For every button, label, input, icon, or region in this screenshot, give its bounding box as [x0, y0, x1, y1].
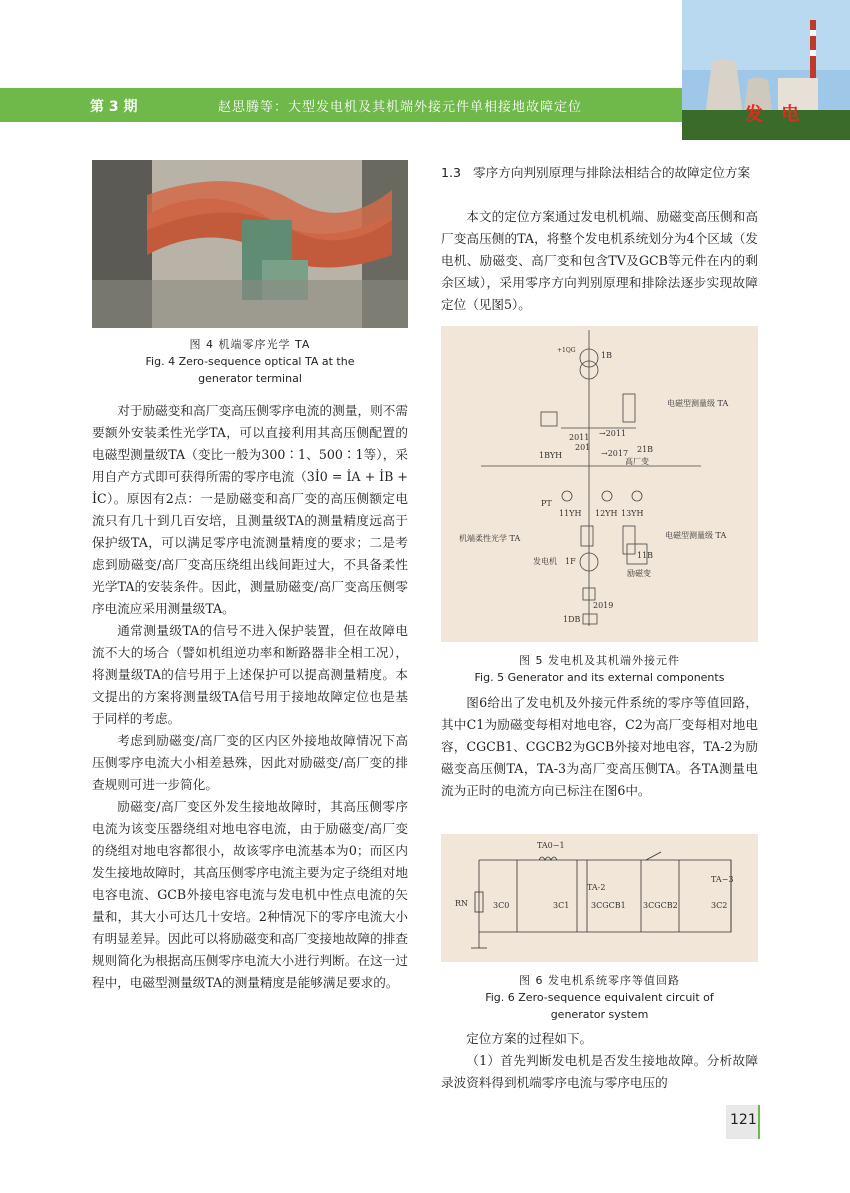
fig5-label-11yh: 11YH: [559, 509, 582, 518]
fig6-label-ta3: TA−3: [711, 875, 734, 884]
left-paragraph-4: 励磁变/高厂变区外发生接地故障时，其高压侧零序电流为该变压器绕组对地电容电流，由于励磁变/高厂变的绕组对地电容都很小，故该零序电流基本为0；而区内发生接地故障时，其高压侧零序电流主要为定子绕组对地电容电流、GCB外接电容电流与发电机中性点电流的矢量和，其大小可达几十安培。2种情况下的零序电流大小有明显差异。因此可以将励磁变和高厂变接地故障的排查规则简化为根据高压侧零序电流大小进行判断。在这一过程中，电磁型测量级TA的测量精度是能够满足要求的。: [92, 799, 408, 990]
issue-number: 第 3 期: [90, 99, 138, 115]
fig5-label-2011a: 2011: [569, 433, 590, 442]
fig6-label-ta2: TA-2: [587, 883, 606, 892]
left-column: [92, 400, 408, 994]
fig5-label-21b: 21B: [637, 445, 654, 454]
fig5-label-hf: 高厂变: [625, 457, 649, 466]
running-title: 赵思腾等：大型发电机及其机端外接元件单相接地故障定位: [218, 100, 583, 115]
right-paragraph-1-wrap: [441, 206, 758, 316]
page-number: 121: [730, 1112, 757, 1128]
fig6-diagram: [441, 834, 758, 962]
section-number: 1.3: [441, 165, 462, 180]
fig5-label-12yh: 12YH: [595, 509, 618, 518]
left-paragraph-1: 对于励磁变和高厂变高压侧零序电流的测量，则不需要额外安装柔性光学TA，可以直接利用其高压侧配置的电磁型测量级TA（变比一般为300∶1、500∶1等），采用自产方式即可获得所需的零序电流（3İ0 = İA + İB + İC）。原因有2点：一是励磁变和高厂变的高压侧额定电流只有几十到几百安培，且测量级TA的测量精度远高于保护级TA，可以满足零序电流测量精度的要求；二是考虑到励磁变/高厂变高压绕组出线间距过大，不具备柔性光学TA的安装条件。因此，测量励磁变/高厂变高压侧零序电流应采用测量级TA。: [92, 403, 408, 616]
fig4-caption-en: Fig. 4 Zero-sequence optical TA at the generator terminal: [145, 355, 355, 385]
fig5-label-1db: 1DB: [563, 615, 581, 624]
fig5-label-em-ta-mid: 电磁型测量级 TA: [665, 531, 727, 540]
fig6-label-cg1: 3CGCB1: [591, 901, 626, 910]
fig5-caption-zh: 图 5 发电机及其机端外接元件: [519, 654, 680, 667]
fig5-label-1f: 1F: [565, 557, 576, 566]
fig5-caption: [441, 652, 758, 686]
fig5-label-2019: 2019: [593, 601, 614, 610]
fig6-caption-en: Fig. 6 Zero-sequence equivalent circuit of generator system: [485, 991, 714, 1021]
right-paragraph-3: 定位方案的过程如下。: [466, 1031, 593, 1046]
fig5-label-em-ta-top: 电磁型测量级 TA: [667, 399, 729, 408]
right-paragraph-1: 本文的定位方案通过发电机机端、励磁变高压侧和高厂变高压侧的TA，将整个发电机系统划分为4个区域（发电机、励磁变、高厂变和包含TV及GCB等元件在内的剩余区域），采用零序方向判别原理和排除法逐步实现故障定位（见图5）。: [441, 209, 758, 312]
fig6-caption: [441, 972, 758, 1023]
section-heading: [441, 162, 758, 184]
fig5-label-rx-ta: 机端柔性光学 TA: [459, 534, 521, 543]
fig5-label-2017: →2017: [601, 449, 629, 458]
fig5-diagram: [441, 326, 758, 642]
fig6-label-rn: RN: [455, 899, 469, 908]
fig5-label-1b: 1B: [601, 351, 612, 360]
fig4-photo: [92, 160, 408, 328]
fig6-label-c2: 3C2: [711, 901, 728, 910]
fig6-label-cg2: 3CGCB2: [643, 901, 678, 910]
right-paragraph-3-wrap: [441, 1028, 758, 1094]
fig6-label-c0: 3C0: [493, 901, 510, 910]
fig6-label-c1: 3C1: [553, 901, 570, 910]
fig6-label-ta0: TA0−1: [537, 841, 565, 850]
fig5-label-201: 201: [575, 443, 591, 452]
fig5-label-lc: 励磁变: [627, 569, 651, 578]
fig4-caption-zh: 图 4 机端零序光学 TA: [189, 338, 311, 351]
fig5-label-11b: 11B: [637, 551, 654, 560]
fig5-label-pt: PT: [541, 499, 552, 508]
fig5-label-2011b: →2011: [599, 429, 627, 438]
right-paragraph-4: （1）首先判断发电机是否发生接地故障。分析故障录波资料得到机端零序电流与零序电压的: [441, 1053, 758, 1090]
fig5-label-gen: 发电机: [533, 557, 557, 566]
fig6-caption-zh: 图 6 发电机系统零序等值回路: [519, 974, 680, 987]
left-paragraph-3: 考虑到励磁变/高厂变的区内区外接地故障情况下高压侧零序电流大小相差悬殊，因此对励磁变/高厂变的排查规则可进一步简化。: [92, 733, 408, 792]
section-title: 零序方向判别原理与排除法相结合的故障定位方案: [473, 165, 751, 180]
right-paragraph-2: 图6给出了发电机及外接元件系统的零序等值回路，其中C1为励磁变每相对地电容，C2为高厂变每相对地电容，CGCB1、CGCB2为GCB外接对地电容，TA-2为励磁变高压侧TA，TA-3为高厂变高压侧TA。各TA测量电流为正时的电流方向已标注在图6中。: [441, 695, 758, 798]
page-number-accent: [758, 1105, 760, 1139]
fig5-label-13yh: 13YH: [621, 509, 644, 518]
fig5-label-top-small: +1QG: [557, 347, 576, 354]
right-paragraph-2-wrap: [441, 692, 758, 802]
journal-brand: 发 电: [745, 104, 806, 125]
fig5-label-1byh: 1BYH: [539, 451, 563, 460]
fig5-caption-en: Fig. 5 Generator and its external components: [474, 671, 725, 684]
fig4-caption: [92, 336, 408, 387]
left-paragraph-2: 通常测量级TA的信号不进入保护装置，但在故障电流不大的场合（譬如机组逆功率和断路器非全相工况），将测量级TA的信号用于上述保护可以提高测量精度。本文提出的方案将测量级TA信号用于接地故障定位也是基于同样的考虑。: [92, 623, 408, 726]
